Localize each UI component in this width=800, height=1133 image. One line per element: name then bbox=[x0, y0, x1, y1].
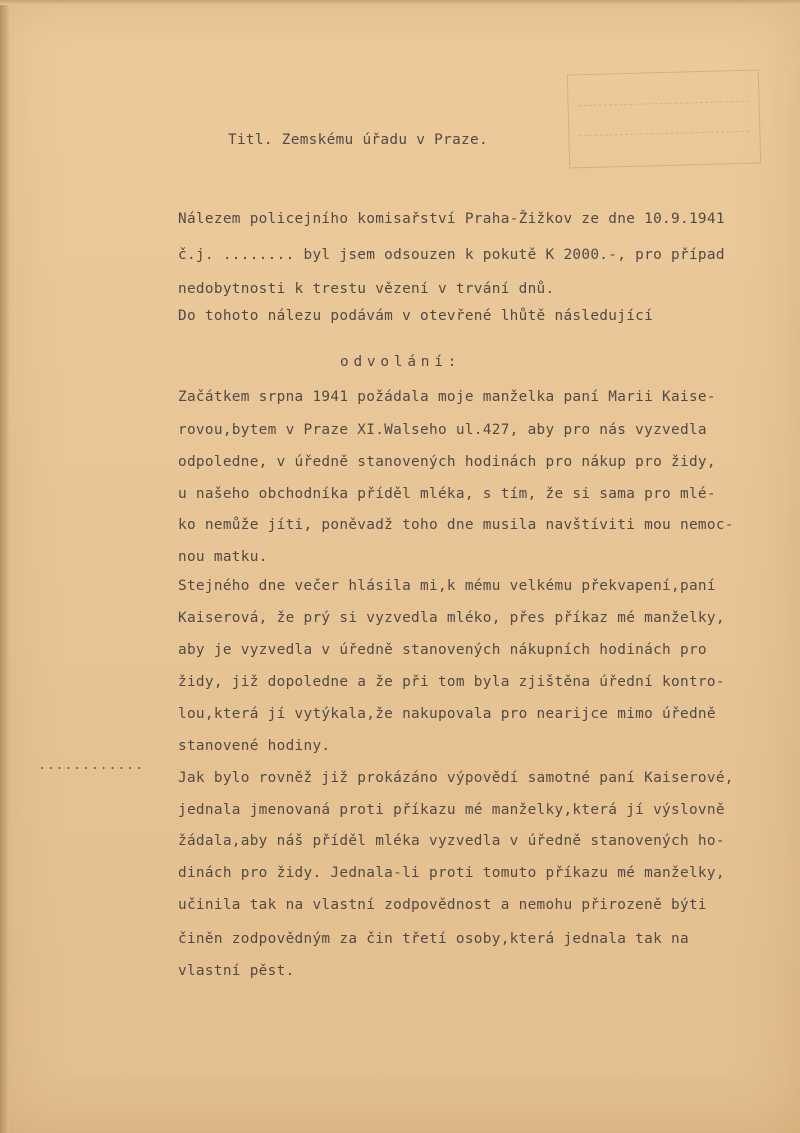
body-line: stanovené hodiny. bbox=[178, 738, 331, 754]
body-line: u našeho obchodníka příděl mléka, s tím, že si sama pro mlé- bbox=[178, 486, 716, 502]
body-line: rovou,bytem v Praze XI.Walseho ul.427, aby pro nás vyzvedla bbox=[178, 422, 707, 438]
body-line: vlastní pěst. bbox=[178, 963, 295, 979]
paper-edge-top bbox=[0, 0, 800, 5]
body-line: odpoledne, v úředně stanovených hodinách pro nákup pro židy, bbox=[178, 454, 716, 470]
body-line: Jak bylo rovněž již prokázáno výpovědí samotné paní Kaiserové, bbox=[178, 770, 734, 786]
intro-line: Do tohoto nálezu podávám v otevřené lhůtě následující bbox=[178, 308, 654, 324]
address-line: Titl. Zemskému úřadu v Praze. bbox=[228, 132, 488, 148]
body-line: dinách pro židy. Jednala-li proti tomuto příkazu mé manželky, bbox=[178, 865, 725, 881]
appeal-heading: odvolání: bbox=[340, 354, 462, 370]
body-line: činěn zodpovědným za čin třetí osoby,která jednala tak na bbox=[178, 931, 689, 947]
body-line: aby je vyzvedla v úředně stanovených nákupních hodinách pro bbox=[178, 642, 707, 658]
intro-line: Nálezem policejního komisařství Praha-Žižkov ze dne 10.9.1941 bbox=[178, 211, 725, 227]
body-line: nou matku. bbox=[178, 549, 268, 565]
body-line: Kaiserová, že prý si vyzvedla mléko, přes příkaz mé manželky, bbox=[178, 610, 725, 626]
body-line: židy, již dopoledne a že při tom byla zjištěna úřední kontro- bbox=[178, 674, 725, 690]
faded-stamp bbox=[567, 70, 761, 169]
body-line: ko nemůže jíti, poněvadž toho dne musila navštíviti mou nemoc- bbox=[178, 517, 734, 533]
body-line: lou,která jí vytýkala,že nakupovala pro nearijce mimo úředně bbox=[178, 706, 716, 722]
intro-line: č.j. ........ byl jsem odsouzen k pokutě K 2000.-, pro případ bbox=[178, 247, 725, 263]
body-line: Začátkem srpna 1941 požádala moje manželka paní Marii Kaise- bbox=[178, 389, 716, 405]
intro-line: nedobytnosti k trestu vězení v trvání dnů. bbox=[178, 281, 555, 297]
margin-dots: ............ bbox=[38, 758, 144, 773]
body-line: žádala,aby náš příděl mléka vyzvedla v úředně stanovených ho- bbox=[178, 833, 725, 849]
paper-edge-left bbox=[0, 0, 9, 1133]
body-line: jednala jmenovaná proti příkazu mé manželky,která jí výslovně bbox=[178, 802, 725, 818]
body-line: Stejného dne večer hlásila mi,k mému velkému překvapení,paní bbox=[178, 578, 716, 594]
body-line: učinila tak na vlastní zodpovědnost a nemohu přirozeně býti bbox=[178, 897, 707, 913]
